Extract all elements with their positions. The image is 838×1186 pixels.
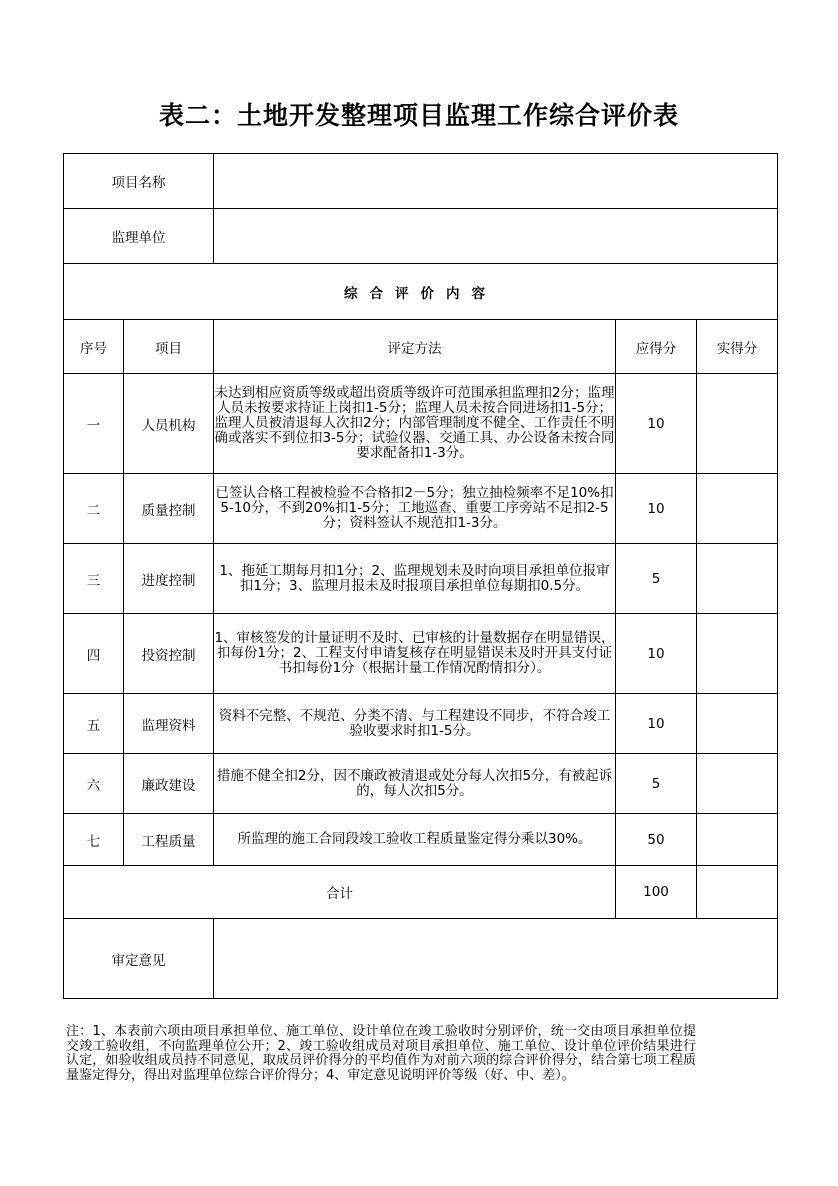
- row-method: 未达到相应资质等级或超出资质等级许可范围承担监理扣2分；监理人员未按要求持证上岗扣1-5分；监理人员未按合同进场扣1-5分；监理人员被清退每人次扣2分；内部管理制度不健全、工作责任不明确或落实不到位扣3-5分；试验仪器、交通工具、办公设备未按合同要求配备扣1-3分。: [214, 374, 616, 474]
- row-score-due: 10: [616, 694, 697, 754]
- review-row: [64, 919, 778, 999]
- total-row: [64, 866, 778, 919]
- total-score: 100: [616, 866, 697, 919]
- total-actual[interactable]: [697, 866, 778, 919]
- row-score-due: 50: [616, 814, 697, 866]
- evaluation-table: [63, 153, 778, 999]
- row-score-due: 5: [616, 544, 697, 614]
- col-header-score-actual: 实得分: [697, 320, 778, 374]
- row-seq: 二: [64, 474, 124, 544]
- table-row: [64, 374, 778, 474]
- row-score-actual[interactable]: [697, 814, 778, 866]
- row-seq: 五: [64, 694, 124, 754]
- row-method: 资料不完整、不规范、分类不清、与工程建设不同步，不符合竣工验收要求时扣1-5分。: [214, 694, 616, 754]
- row-item: 人员机构: [124, 374, 214, 474]
- row-item: 进度控制: [124, 544, 214, 614]
- footnote: 注：1、本表前六项由项目承担单位、施工单位、设计单位在竣工验收时分别评价，统一交由项目承担单位提交竣工验收组，不向监理单位公开；2、竣工验收组成员对项目承担单位、施工单位、设计单位评价结果进行认定，如验收组成员持不同意见，取成员评价得分的平均值作为对前六项的综合评价得分，结合第七项工程质量鉴定得分，得出对监理单位综合评价得分；4、审定意见说明评价等级（好、中、差）。: [66, 1024, 696, 1083]
- table-row: [64, 474, 778, 544]
- row-seq: 三: [64, 544, 124, 614]
- row-score-due: 10: [616, 474, 697, 544]
- review-label: 审定意见: [64, 919, 214, 999]
- table-row: [64, 544, 778, 614]
- project-name-row: [64, 154, 778, 209]
- col-header-method: 评定方法: [214, 320, 616, 374]
- row-item: 廉政建设: [124, 754, 214, 814]
- row-item: 投资控制: [124, 614, 214, 694]
- row-seq: 四: [64, 614, 124, 694]
- project-name-label: 项目名称: [64, 154, 214, 209]
- project-name-field[interactable]: [214, 154, 778, 209]
- table-row: [64, 754, 778, 814]
- table-row: [64, 614, 778, 694]
- row-score-due: 10: [616, 374, 697, 474]
- row-score-actual[interactable]: [697, 614, 778, 694]
- section-heading: 综合评价内容: [64, 264, 778, 320]
- col-header-seq: 序号: [64, 320, 124, 374]
- row-method: 1、审核签发的计量证明不及时、已审核的计量数据存在明显错误，扣每份1分；2、工程支付申请复核存在明显错误未及时开具支付证书扣每份1分（根据计量工作情况酌情扣分）。: [214, 614, 616, 694]
- col-header-score-due: 应得分: [616, 320, 697, 374]
- supervisor-unit-field[interactable]: [214, 209, 778, 264]
- supervisor-unit-row: [64, 209, 778, 264]
- row-seq: 一: [64, 374, 124, 474]
- total-label: 合计: [64, 866, 616, 919]
- row-score-due: 10: [616, 614, 697, 694]
- row-item: 质量控制: [124, 474, 214, 544]
- row-method: 所监理的施工合同段竣工验收工程质量鉴定得分乘以30%。: [214, 814, 616, 866]
- row-score-due: 5: [616, 754, 697, 814]
- row-method: 措施不健全扣2分，因不廉政被清退或处分每人次扣5分，有被起诉的，每人次扣5分。: [214, 754, 616, 814]
- row-score-actual[interactable]: [697, 694, 778, 754]
- row-method: 1、拖延工期每月扣1分；2、监理规划未及时向项目承担单位报审扣1分；3、监理月报未及时报项目承担单位每期扣0.5分。: [214, 544, 616, 614]
- page-title: 表二：土地开发整理项目监理工作综合评价表: [158, 101, 679, 130]
- row-score-actual[interactable]: [697, 474, 778, 544]
- row-seq: 七: [64, 814, 124, 866]
- row-score-actual[interactable]: [697, 544, 778, 614]
- review-field[interactable]: [214, 919, 778, 999]
- table-row: [64, 814, 778, 866]
- row-score-actual[interactable]: [697, 754, 778, 814]
- row-seq: 六: [64, 754, 124, 814]
- supervisor-unit-label: 监理单位: [64, 209, 214, 264]
- col-header-item: 项目: [124, 320, 214, 374]
- row-item: 监理资料: [124, 694, 214, 754]
- table-row: [64, 694, 778, 754]
- row-method: 已签认合格工程被检验不合格扣2－5分；独立抽检频率不足10%扣5-10分，不到20%扣1-5分；工地巡查、重要工序旁站不足扣2-5分；资料签认不规范扣1-3分。: [214, 474, 616, 544]
- column-header-row: [64, 320, 778, 374]
- row-item: 工程质量: [124, 814, 214, 866]
- row-score-actual[interactable]: [697, 374, 778, 474]
- section-heading-row: [64, 264, 778, 320]
